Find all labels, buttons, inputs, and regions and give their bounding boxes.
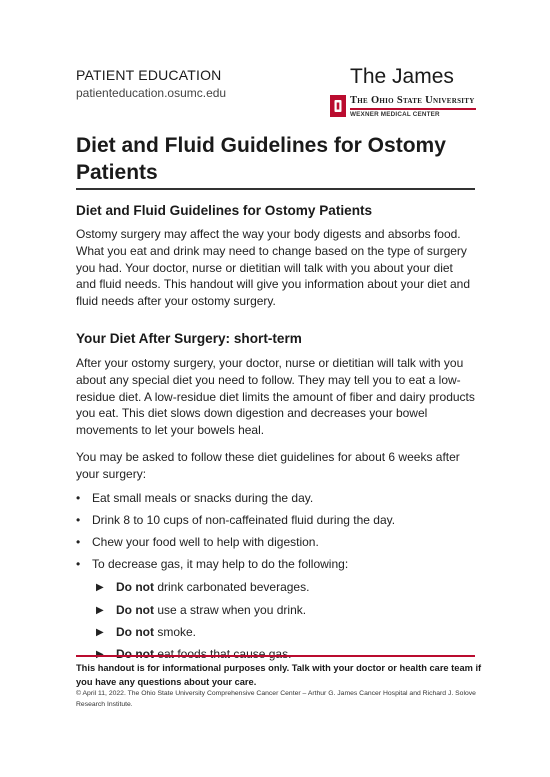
section-heading: Diet and Fluid Guidelines for Ostomy Patients [76,203,373,218]
medical-center-name: WEXNER MEDICAL CENTER [350,111,440,118]
list-item-text: Chew your food well to help with digestion. [92,535,319,550]
brand-title: The James [350,65,454,88]
university-name: The Ohio State University [350,95,475,106]
list-item [76,512,476,529]
guideline-list [76,490,476,663]
university-rule [350,108,476,110]
list-item-text: Eat small meals or snacks during the day. [92,490,314,505]
arrow-right-icon: ▶ [96,604,104,616]
emphasis-text: Do not [116,580,154,595]
sub-item-text: drink carbonated beverages. [154,580,310,595]
sub-list-item [92,624,476,641]
header-left [76,66,226,101]
footer-copyright: © April 11, 2022. The Ohio State University Comprehensive Cancer Center – Arthur G. James Cancer Hospital and Richard J. Solove Research Institute. [76,690,476,708]
emphasis-text: Do not [116,624,154,639]
brand-logo [330,64,476,120]
website-url[interactable]: patienteducation.osumc.edu [76,86,227,100]
arrow-right-icon: ▶ [96,582,104,594]
footer-disclaimer: This handout is for informational purposes only. Talk with your doctor or health care team if you have any questions about your care. [76,663,482,687]
list-item [76,490,476,507]
section-paragraph: You may be asked to follow these diet guidelines for about 6 weeks after your surgery: [76,449,460,481]
sub-list-item [92,579,476,596]
list-item-text: To decrease gas, it may help to do the following: [92,557,349,572]
document-title: Diet and Fluid Guidelines for Ostomy Patients [76,134,446,184]
block-o-logo-icon [330,95,346,117]
emphasis-text: Do not [116,602,154,617]
bullet-icon: • [76,557,81,572]
section-heading: Your Diet After Surgery: short-term [76,330,302,346]
list-item [76,534,476,551]
osu-lockup [330,94,476,120]
arrow-right-icon: ▶ [96,626,104,638]
bullet-icon: • [76,490,81,505]
bullet-icon: • [76,512,81,527]
section-paragraph: Ostomy surgery may affect the way your body digests and absorbs food. What you eat and drink may need to change based on the type of surgery you had. Your doctor, nurse or dietitian will talk with you about your diet and fluid needs. This handout will give you information about your diet and fluid needs after your ostomy surgery. [76,227,471,309]
title-divider [76,188,475,190]
footer-divider [76,655,475,657]
document-body [76,202,476,668]
list-item-text: Drink 8 to 10 cups of non-caffeinated fluid during the day. [92,512,396,527]
sub-item-text: use a straw when you drink. [154,602,307,617]
list-item [76,556,476,662]
sub-list-item [92,602,476,619]
sub-item-text: smoke. [154,624,197,639]
section-paragraph: After your ostomy surgery, your doctor, nurse or dietitian will talk with you about any special diet you need to follow. They may tell you to eat a low-residue diet. A low-residue diet limits the amount of fiber and dairy products you eat. This diet slows down digestion and decreases your bowel movements to let your bowels heal. [76,355,475,438]
gas-tips-list [92,579,476,663]
section-title: PATIENT EDUCATION [76,67,222,83]
bullet-icon: • [76,535,81,550]
